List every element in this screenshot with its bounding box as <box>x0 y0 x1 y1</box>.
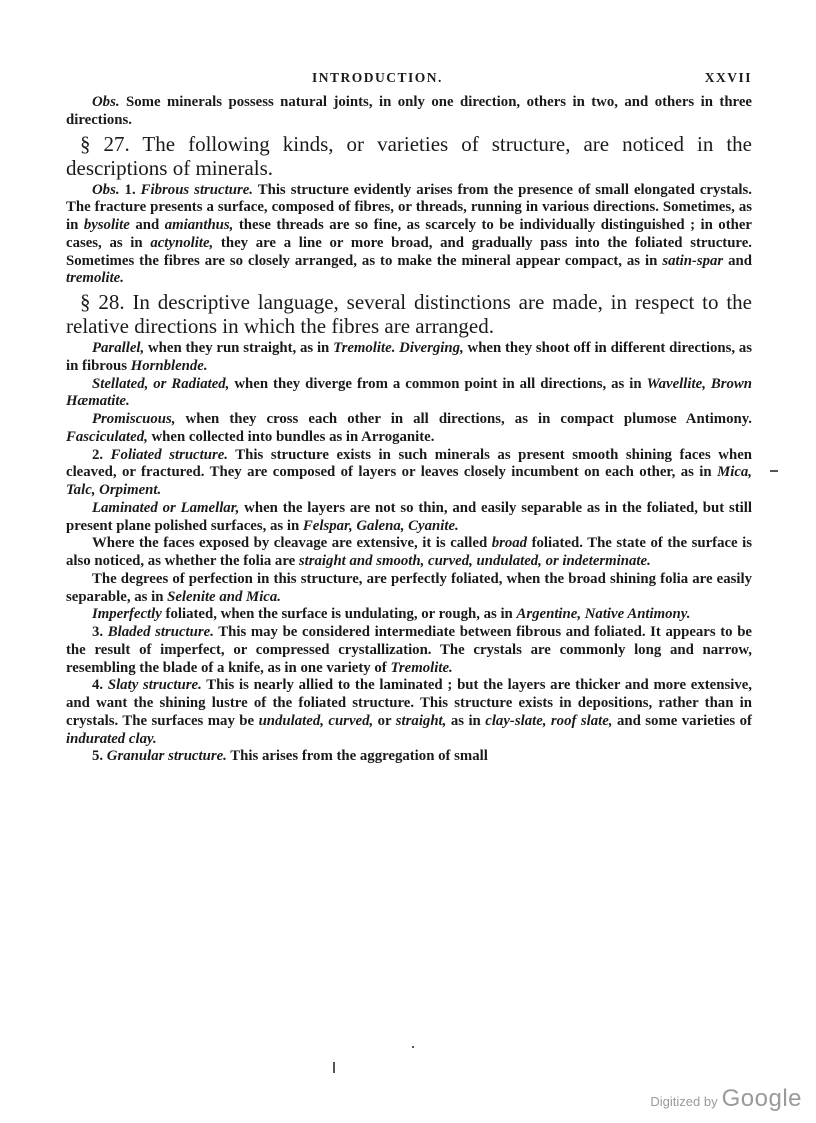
paragraph: Where the faces exposed by cleavage are extensive, it is called broad foliated. The state of the surface is also noticed, as whether the folia are straight and smooth, curved, undulated, or indeterminate. <box>66 535 752 569</box>
paragraph: 5. Granular structure. This arises from the aggregation of small <box>92 748 488 765</box>
section-heading: § 27. The following kinds, or varieties of structure, are noticed in the descriptions of minerals. <box>66 131 752 180</box>
paragraph: Laminated or Lamellar, when the layers are not so thin, and easily separable as in the foliated, but still present plane polished surfaces, as in Felspar, Galena, Cyanite. <box>66 499 752 534</box>
paragraph: 3. Bladed structure. This may be considered intermediate between fibrous and foliated. It appears to be the result of imperfect, or compressed crystallization. The crystals are commonly long and narrow, resembling the blade of a knife, as in one variety of Tremolite. <box>66 624 753 676</box>
scan-dot <box>412 1046 414 1048</box>
digitized-watermark <box>650 1085 802 1113</box>
page-number: XXVII <box>704 70 752 85</box>
paragraph: The degrees of perfection in this structure, are perfectly foliated, when the broad shining folia are easily separable, as in Selenite and Mica. <box>66 570 752 605</box>
digitized-label: Digitized by <box>650 1094 718 1109</box>
paragraph: 4. Slaty structure. This is nearly allied to the laminated ; but the layers are thicker and more extensive, and want the shining lustre of the foliated structure. This structure exists in depositions, rather than in crystals. The surfaces may be undulated, curved, or straight, as in clay-slate, roof slate, and some varieties of indurated clay. <box>66 677 752 747</box>
scan-speck <box>333 1062 335 1073</box>
paragraph: Obs. 1. Fibrous structure. This structure evidently arises from the presence of small elongated crystals. The fracture presents a surface, composed of fibres, or threads, running in various directions. Sometimes, as in bysolite and amianthus, these threads are so fine, as scarcely to be individually distinguished ; in other cases, as in actynolite, they are a line or more broad, and gradually pass into the foliated structure. Sometimes the fibres are so closely arranged, as to make the mineral appear compact, as in satin-spar and tremolite. <box>66 181 753 287</box>
paragraph: Obs. Some minerals possess natural joints, in only one direction, others in two, and others in three directions. <box>66 94 752 128</box>
paragraph: Imperfectly foliated, when the surface is undulating, or rough, as in Argentine, Native Antimony. <box>92 606 691 623</box>
paragraph: Promiscuous, when they cross each other in all directions, as in compact plumose Antimony. Fasciculated, when collected into bundles as in Arroganite. <box>66 411 752 445</box>
paragraph: Parallel, when they run straight, as in Tremolite. Diverging, when they shoot off in different directions, as in fibrous Hornblende. <box>66 340 752 374</box>
running-header <box>66 70 752 86</box>
book-page <box>66 70 752 766</box>
margin-dash <box>770 470 778 472</box>
body-text <box>66 94 752 766</box>
section-heading: § 28. In descriptive language, several distinctions are made, in respect to the relative directions in which the fibres are arranged. <box>66 290 752 338</box>
paragraph: 2. Foliated structure. This structure exists in such minerals as present smooth shining faces when cleaved, or fractured. They are composed of layers or leaves closely incumbent on each other, as in Mica, Talc, Orpiment. <box>66 446 753 498</box>
running-title: INTRODUCTION. <box>312 70 443 85</box>
google-logo: Google <box>721 1085 802 1112</box>
paragraph: Stellated, or Radiated, when they diverge from a common point in all directions, as in Wavellite, Brown Hæmatite. <box>66 375 752 410</box>
